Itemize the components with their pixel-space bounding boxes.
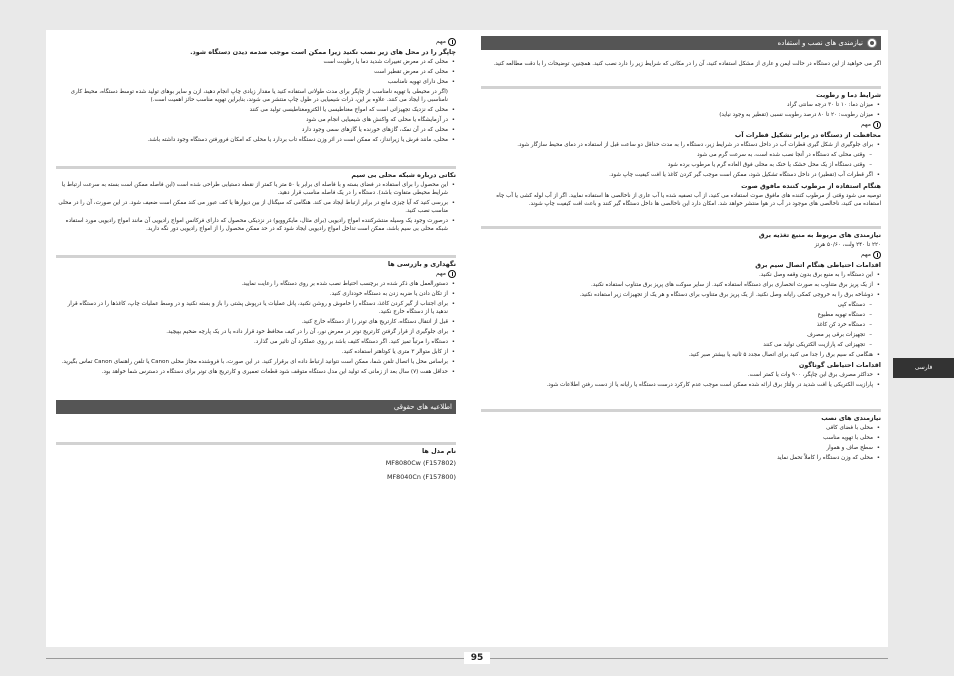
condensation-sublist — [481, 151, 881, 169]
list-item: • محلی که وزن دستگاه را کاملاً تحمل نماید — [481, 454, 873, 462]
section-divider — [56, 255, 456, 258]
language-tab[interactable]: فارسی — [893, 358, 954, 378]
important-note — [481, 251, 881, 259]
condensation-title: محافظت از دستگاه در برابر تشکیل قطرات آب — [734, 131, 881, 139]
installation-title: نیازمندی های نصب و استفاده — [777, 39, 863, 47]
temperature-list — [481, 101, 881, 119]
list-item: • برای جلوگیری از قرار گرفتن کارتریج تونر در معرض نور، آن را در کیف محافظ خود قرار داده یا در یک پارچه ضخیم بپیچید. — [56, 328, 448, 336]
important-icon — [448, 270, 456, 278]
list-item: – وقتی دستگاه از یک محل خشک یا خنک به محلی فوق العاده گرم یا مرطوب برده شود — [481, 161, 865, 169]
list-item: • دستورالعمل های ذکر شده در برچسب احتیاط نصب شده بر روی دستگاه را رعایت نمایید. — [56, 280, 448, 288]
list-item: • محلی که نزدیک تجهیزاتی است که امواج مغناطیسی یا الکترومغناطیسی تولید می کنند — [56, 106, 448, 114]
important-icon — [873, 121, 881, 129]
installation-bar — [481, 36, 881, 50]
list-item: – وقتی محلی که دستگاه در آنجا نصب شده است، به سرعت گرم می شود — [481, 151, 865, 159]
misc-precautions-list — [481, 371, 881, 389]
right-column — [481, 36, 881, 464]
list-item: • درصورت وجود یک وسیله منتشرکننده امواج رادیویی (برای مثال، مایکروویو) در نزدیکی محصول که دارای فرکانس امواج رادیویی آن مانند امواج رادیویی مورد استفاده شبکه محلی بی سیم باشد، ممکن است تداخل امواج رادیویی ایجاد شود که در حد ممکن محصول را از امواج رادیویی دور نگه دارید. — [56, 217, 448, 233]
important-note — [56, 38, 456, 46]
list-item: • براساس محل یا اتصال تلفن شما، ممکن است نتوانید ارتباط داده ای برقرار کنید. در این صورت، با فروشنده مجاز محلی Canon یا تلفن راهنمای Canon تماس بگیرید. — [56, 358, 448, 366]
list-item: • این محصول را برای استفاده در فضای بسته و با فاصله ای برابر با ۵۰ متر یا کمتر از نقطه دستیابی طراحی شده است (این فاصله ممکن است بسته به سرعت ارتباط یا شرایط محیطی متفاوت باشد). دستگاه را در یک فاصله مناسب قرار دهید. — [56, 181, 448, 197]
model-name: MF8040Cn (F157800) — [386, 473, 456, 481]
power-cord-title: اقدامات احتیاطی هنگام اتصال سیم برق — [755, 261, 881, 269]
list-item: – دستگاه خرد کن کاغذ — [481, 321, 865, 329]
list-item: – تجهیزات برقی پر مصرف — [481, 331, 865, 339]
maintenance-list — [56, 280, 456, 376]
list-item: • محلی که در معرض تغییرات شدید دما یا رطوبت است — [56, 58, 448, 66]
important-label: مهم — [861, 251, 871, 258]
ventilation-note: (اگر در محیطی با تهویه نامناسب از چاپگر برای مدت طولانی استفاده کنید یا مقدار زیادی چاپ انجام دهید، ازن و سایر بوهای تولید شده توسط دستگاه، محیط کاری نامناسبی را ایجاد می کنند. علاوه بر این، ذرات شیمیایی در طول چاپ منتشر می شوند، بنابراین تهویه مناسب حائز اهمیت است.) — [70, 89, 448, 103]
list-item: • حداقل هفت (۷) سال بعد از زمانی که تولید این مدل دستگاه متوقف شود قطعات تعمیری و کارتریج های تونر برای دستگاه در دسترس شما خواهد بود. — [56, 368, 448, 376]
model-name: MF8080Cw (F157802) — [385, 459, 456, 467]
list-item: – تجهیزاتی که پارازیت الکتریکی تولید می کنند — [481, 341, 865, 349]
list-item: • دوشاخه برق را به خروجی کمکی رایانه وصل نکنید. از یک پریز برق متناوب برای دستگاه و هر یک از تجهیزات زیر استفاده نکنید. — [481, 291, 873, 299]
power-list — [481, 271, 881, 299]
power-sublist — [481, 301, 881, 349]
power-spec: ۲۲۰ تا ۲۴۰ ولت، ۵۰/۶۰ هرتز — [814, 242, 881, 248]
list-item: – دستگاه کپی — [481, 301, 865, 309]
list-item: • قبل از انتقال دستگاه، کارتریج های تونر را از دستگاه خارج کنید. — [56, 318, 448, 326]
list-item: • دستگاه را مرتباً تمیز کنید. اگر دستگاه کثیف باشد بر روی عملکرد آن تاثیر می گذارد. — [56, 338, 448, 346]
list-item: • سطح صاف و هموار — [481, 444, 873, 452]
list-item: • محلی که در آن نمک، گازهای خورنده یا گازهای سمی وجود دارد — [56, 126, 448, 134]
important-note — [481, 121, 881, 129]
humidifier-title: هنگام استفاده از مرطوب کننده مافوق صوت — [741, 182, 881, 190]
section-bullet-icon — [867, 38, 877, 48]
section-divider — [481, 86, 881, 89]
page-number: 95 — [464, 652, 490, 664]
legal-notices-title: اطلاعیه های حقوقی — [393, 403, 452, 411]
section-divider — [56, 166, 456, 169]
important-label: مهم — [436, 38, 446, 45]
power-list-last — [481, 351, 881, 359]
list-item: • میزان رطوبت: ۲۰ تا ۸۰ درصد رطوبت نسبی (تقطیر به وجود نیاید) — [481, 111, 873, 119]
list-item: • هنگامی که سیم برق را جدا می کنید برای اتصال مجدد ۵ ثانیه یا بیشتر صبر کنید. — [481, 351, 873, 359]
important-label: مهم — [861, 121, 871, 128]
model-names-title: نام مدل ها — [422, 447, 456, 455]
list-item: • محل دارای تهویه نامناسب — [56, 78, 448, 86]
important-icon — [873, 251, 881, 259]
temperature-title: شرایط دما و رطوبت — [816, 91, 881, 99]
important-icon — [448, 38, 456, 46]
list-item: • برای اجتناب از گیر کردن کاغذ، دستگاه را خاموش و روشن نکنید، پانل عملیات یا درپوش پشتی را باز و بسته نکنید و در وسط عملیات چاپ، کاغذها را در دستگاه قرار ندهید یا از دستگاه خارج نکنید. — [56, 300, 448, 316]
list-item: • بررسی کنید که آیا چیزی مانع در برابر ارتباط ایجاد می کند. هنگامی که سیگنال از بین دیوارها یا کف عبور می کند ممکن است ضعیف شود. در این صورت، آن را در محلی مناسب نصب کنید. — [56, 199, 448, 215]
wireless-lan-title: نکاتی درباره شبکه محلی بی سیم — [351, 171, 456, 179]
power-title: نیازمندی های مربوط به منبع تغذیه برق — [758, 231, 881, 239]
list-item: • از تکان دادن یا ضربه زدن به دستگاه خودداری کنید. — [56, 290, 448, 298]
list-item: • در آزمایشگاه یا محلی که واکنش های شیمیایی انجام می شود — [56, 116, 448, 124]
list-item: • از کابل متوالر ۳ متری یا کوتاهتر استفاده کنید. — [56, 348, 448, 356]
list-item: • اگر قطرات آب (تقطیر) در داخل دستگاه تشکیل شود، ممکن است موجب گیر کردن کاغذ یا افت کیفیت چاپ شود. — [481, 171, 873, 179]
misc-precautions-title: اقدامات احتیاطی گوناگون — [798, 361, 881, 369]
maintenance-title: نگهداری و بازرسی ها — [387, 260, 456, 268]
list-item: • از یک پریز برق متناوب به صورت انحصاری برای دستگاه استفاده کنید. از سایر سوکت های پریز برق متناوب استفاده نکنید. — [481, 281, 873, 289]
condensation-list — [481, 141, 881, 149]
left-column — [56, 36, 456, 485]
avoid-locations-list — [56, 58, 456, 144]
section-divider — [56, 442, 456, 445]
important-label: مهم — [436, 270, 446, 277]
wireless-lan-list — [56, 181, 456, 233]
list-item: • حداکثر مصرف برق این چاپگر، ۹۰۰ وات یا کمتر است. — [481, 371, 873, 379]
list-item: • محلی با فضای کافی — [481, 424, 873, 432]
list-item: – دستگاه تهویه مطبوع — [481, 311, 865, 319]
important-note — [56, 270, 456, 278]
install-warning: چاپگر را در محل های زیر نصب نکنید زیرا ممکن است موجب صدمه دیدن دستگاه شود. — [190, 48, 456, 56]
condensation-list-2 — [481, 171, 881, 179]
list-item: • برای جلوگیری از شکل گیری قطرات آب در داخل دستگاه در شرایط زیر، دستگاه را به مدت حداقل دو ساعت قبل از استفاده در دمای محیط سازگار شود. — [481, 141, 873, 149]
installation-reqs-list — [481, 424, 881, 462]
list-item: • محلی که در معرض تقطیر است — [56, 68, 448, 76]
list-item: • این دستگاه را به منبع برق بدون وقفه وصل نکنید. — [481, 271, 873, 279]
list-item: • محلی با تهویه مناسب — [481, 434, 873, 442]
list-item: • میزان دما: ۱۰ تا ۳۰ درجه سانتی گراد — [481, 101, 873, 109]
section-divider — [481, 409, 881, 412]
intro-text: اگر می خواهید از این دستگاه در حالت ایمن و عاری از مشکل استفاده کنید، آن را در مکانی که شرایط زیر را دارد نصب کنید. همچنین، توضیحات را با دقت مطالعه کنید. — [493, 61, 881, 67]
legal-notices-bar — [56, 400, 456, 414]
section-divider — [481, 226, 881, 229]
list-item: • محلی، مانند فرش یا زیرانداز، که ممکن است در اثر وزن دستگاه تاب بردارد یا محلی که امکان فرورفتن دستگاه وجود داشته باشد. — [56, 136, 448, 144]
humidifier-text: توصیه می شود وقتی از مرطوب کننده های مافوق صوت استفاده می کنید، از آب تصفیه شده یا آب عاری از ناخالصی ها استفاده نمایید. اگر از آب لوله کشی یا آب چاه استفاده می کنید، ناخالصی های موجود در آب در هوا منتشر خواهد شد. امکان دارد این ناخالصی ها داخل دستگاه گیر کنند و باعث افت کیفیت چاپ شوند. — [496, 193, 881, 207]
installation-reqs-title: نیازمندی های نصب — [821, 414, 881, 422]
list-item: • پارازیت الکتریکی یا افت شدید در ولتاژ برق ارائه شده ممکن است موجب عدم کارکرد درست دستگاه یا رایانه یا از دست رفتن اطلاعات شود. — [481, 381, 873, 389]
